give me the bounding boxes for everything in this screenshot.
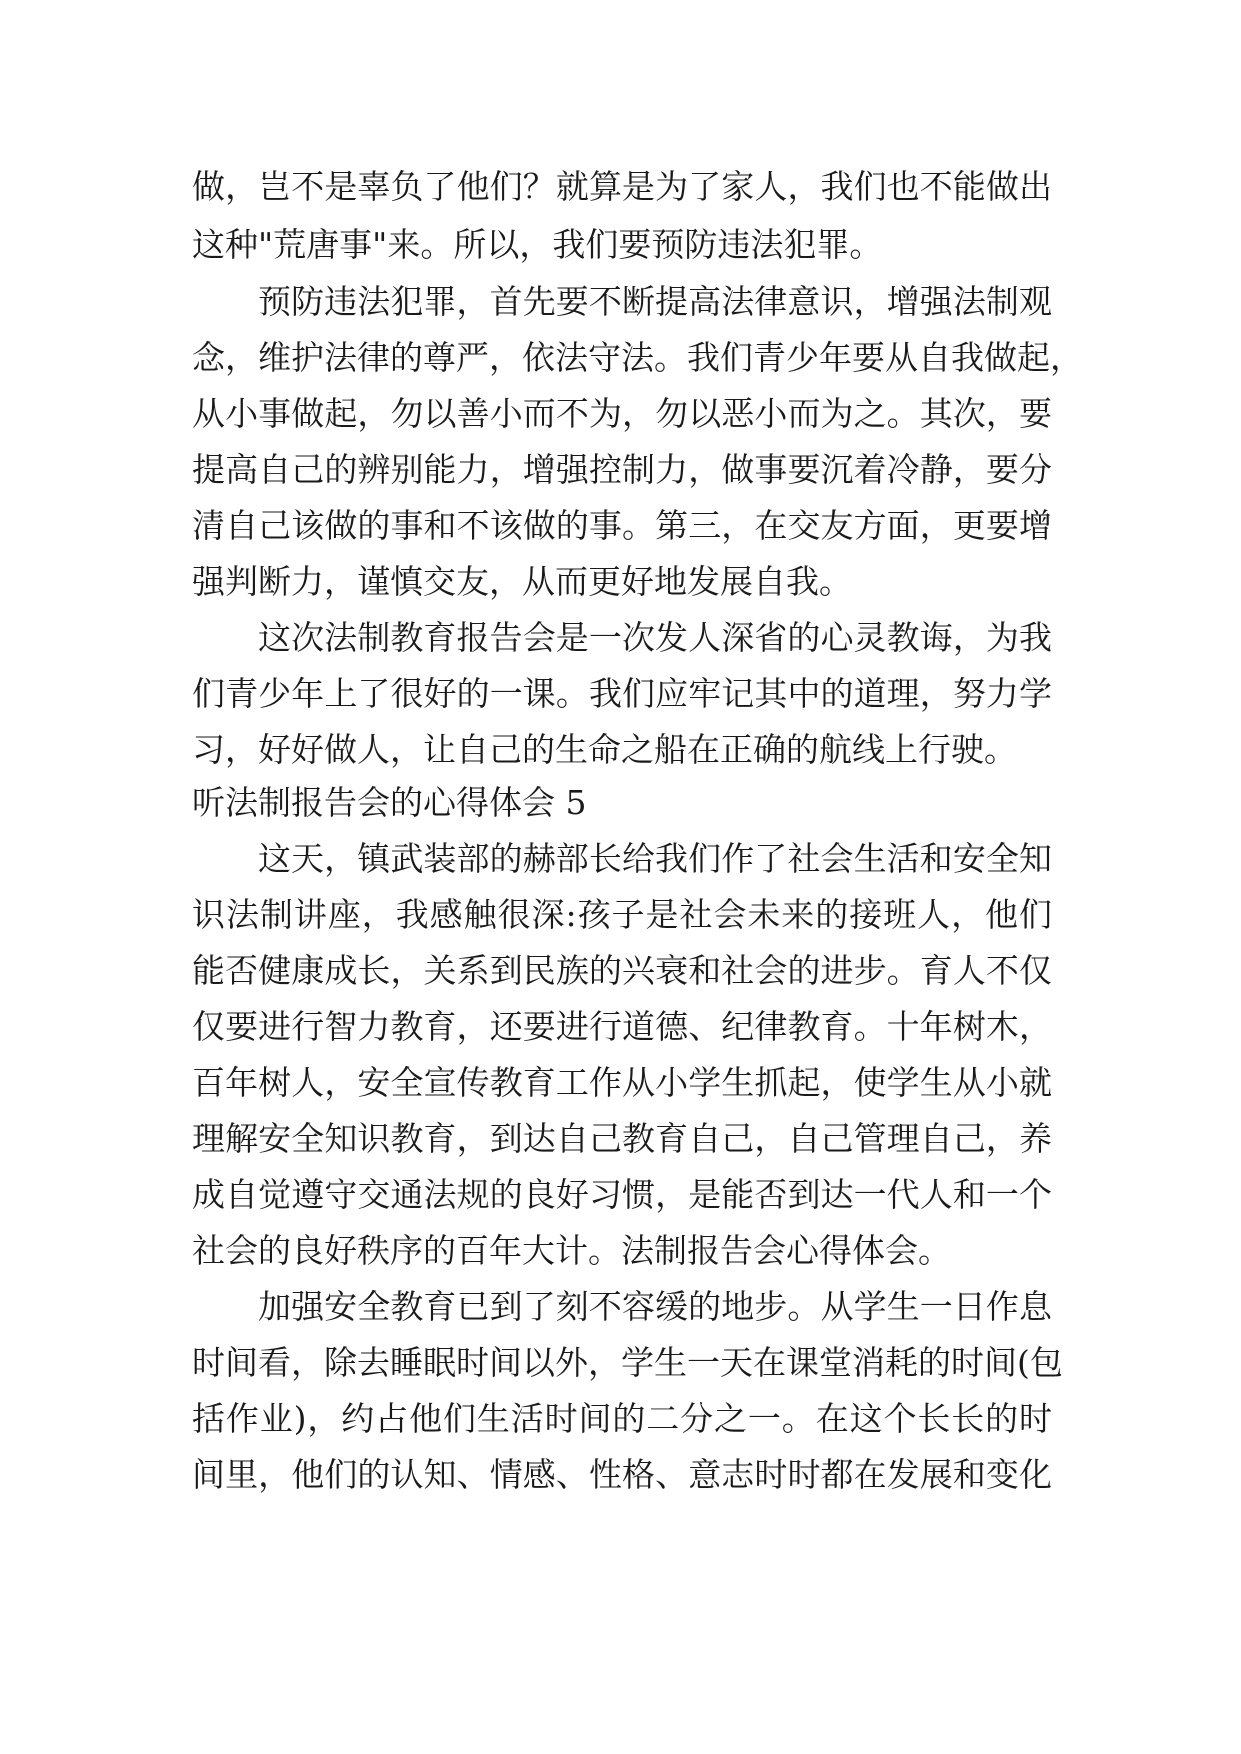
- text-line-20: 社会的良好秩序的百年大计。法制报告会心得体会。: [192, 1231, 951, 1270]
- text-line-23: 括作业)，约占他们生活时间的二分之一。在这个长长的时: [192, 1399, 1052, 1438]
- text-line-11: 习，好好做人，让自己的生命之船在正确的航线上行驶。: [192, 730, 1017, 769]
- text-line-16: 仅要进行智力教育，还要进行道德、纪律教育。十年树木，: [192, 1007, 1052, 1046]
- text-line-2: 这种"荒唐事"来。所以，我们要预防违法犯罪。: [192, 225, 883, 264]
- text-line-4: 念，维护法律的尊严，依法守法。我们青少年要从自我做起，: [192, 338, 1083, 377]
- text-line-3: 预防违法犯罪，首先要不断提高法律意识，增强法制观: [258, 282, 1052, 321]
- text-line-8: 强判断力，谨慎交友，从而更好地发展自我。: [192, 562, 852, 601]
- text-line-21: 加强安全教育已到了刻不容缓的地步。从学生一日作息: [258, 1287, 1052, 1326]
- text-line-24: 间里，他们的认知、情感、性格、意志时时都在发展和变化: [192, 1455, 1052, 1494]
- text-line-10: 们青少年上了很好的一课。我们应牢记其中的道理，努力学: [192, 674, 1052, 713]
- text-line-6: 提高自己的辨别能力，增强控制力，做事要沉着冷静，要分: [192, 450, 1052, 489]
- text-line-9: 这次法制教育报告会是一次发人深省的心灵教诲，为我: [258, 618, 1052, 657]
- text-line-22: 时间看，除去睡眠时间以外，学生一天在课堂消耗的时间(包: [192, 1343, 1063, 1382]
- text-line-18: 理解安全知识教育，到达自己教育自己，自己管理自己，养: [192, 1119, 1052, 1158]
- section-heading: 听法制报告会的心得体会 5: [192, 783, 587, 822]
- text-line-7: 清自己该做的事和不该做的事。第三，在交友方面，更要增: [192, 506, 1052, 545]
- text-line-5: 从小事做起，勿以善小而不为，勿以恶小而为之。其次，要: [192, 394, 1052, 433]
- text-line-17: 百年树人，安全宣传教育工作从小学生抓起，使学生从小就: [192, 1063, 1052, 1102]
- text-line-1: 做，岂不是辜负了他们？就算是为了家人，我们也不能做出: [192, 167, 1052, 206]
- text-line-19: 成自觉遵守交通法规的良好习惯，是能否到达一代人和一个: [192, 1175, 1052, 1214]
- text-line-15: 能否健康成长，关系到民族的兴衰和社会的进步。育人不仅: [192, 951, 1052, 990]
- text-line-13: 这天，镇武装部的赫部长给我们作了社会生活和安全知: [258, 839, 1052, 878]
- text-line-14: 识法制讲座，我感触很深:孩子是社会未来的接班人，他们: [192, 895, 1052, 934]
